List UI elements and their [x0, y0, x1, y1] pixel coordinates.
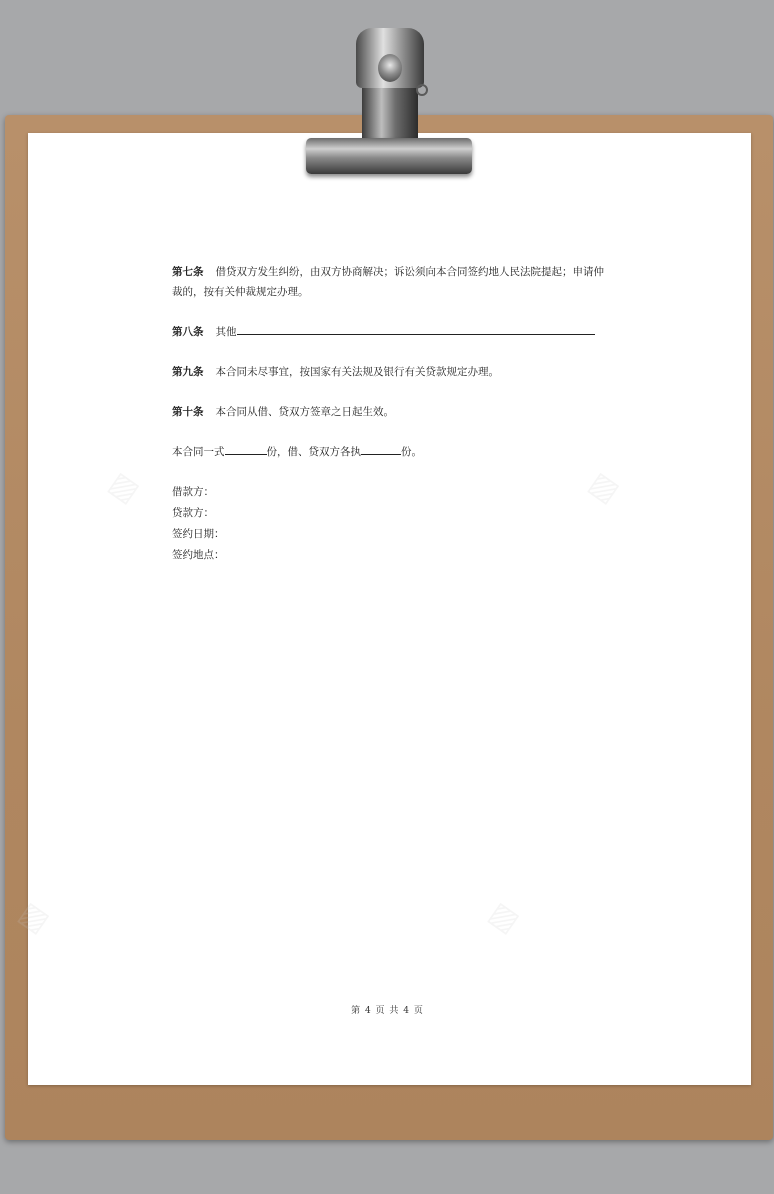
clip-neck [362, 80, 418, 144]
clip-wire [416, 84, 428, 96]
article-9 [172, 362, 499, 383]
copies-blank-2 [361, 444, 401, 455]
article-8 [172, 322, 595, 343]
signature-lender: 贷款方： [172, 507, 214, 519]
copies-part1: 本合同一式 [172, 446, 225, 458]
signature-borrower: 借款方： [172, 486, 214, 498]
article-7-label: 第七条 [172, 266, 204, 278]
article-7-text-line2: 裁的，按有关仲裁规定办理。 [172, 286, 309, 298]
copies-blank-1 [225, 444, 267, 455]
article-10 [172, 402, 394, 423]
watermark: ▨ [582, 465, 626, 510]
watermark: ▨ [12, 895, 56, 940]
copies-part2: 份，借、贷双方各执 [266, 446, 361, 458]
article-7 [172, 262, 604, 283]
article-8-blank-line [237, 324, 595, 335]
page-number-footer: 第 4 页 共 4 页 [351, 1006, 423, 1016]
signature-place: 签约地点： [172, 549, 225, 561]
article-10-label: 第十条 [172, 406, 204, 418]
copies-part3: 份。 [401, 446, 422, 458]
article-9-label: 第九条 [172, 366, 204, 378]
clip-base [306, 138, 472, 174]
copies-clause [172, 442, 422, 463]
article-9-text: 本合同未尽事宜，按国家有关法规及银行有关贷款规定办理。 [215, 366, 499, 378]
article-8-text: 其他 [215, 326, 237, 338]
article-10-text: 本合同从借、贷双方签章之日起生效。 [215, 406, 394, 418]
article-7-text-line1: 借贷双方发生纠纷，由双方协商解决；诉讼须向本合同签约地人民法院提起；申请仲 [215, 266, 604, 278]
signature-date: 签约日期： [172, 528, 225, 540]
article-8-label: 第八条 [172, 326, 204, 338]
clip-hole [378, 54, 402, 82]
watermark: ▨ [482, 895, 526, 940]
watermark: ▨ [102, 465, 146, 510]
article-7-cont [172, 282, 309, 303]
